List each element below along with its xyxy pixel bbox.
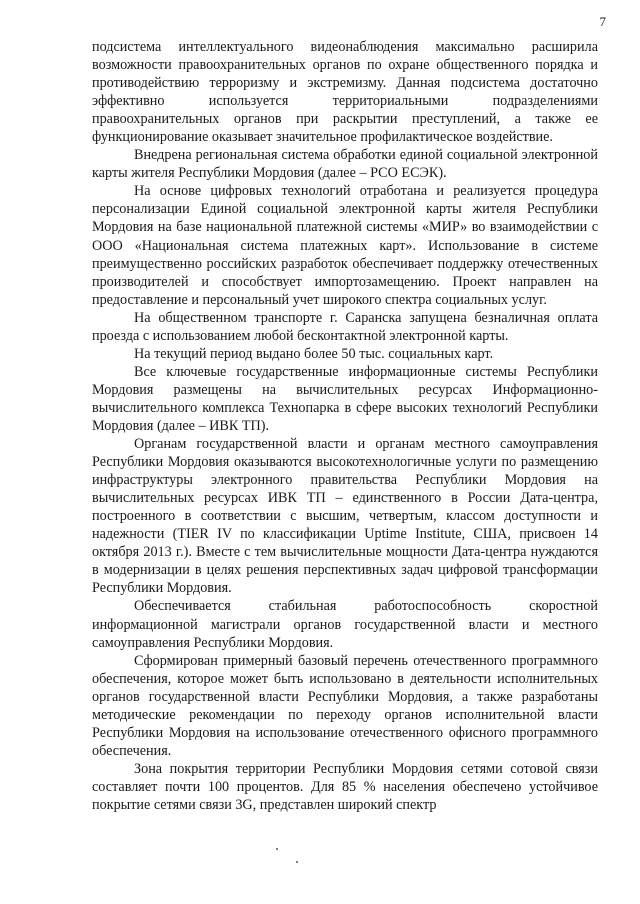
page-number: 7: [599, 14, 606, 29]
paragraph-information-systems: Все ключевые государственные информационные системы Республики Мордовия размещены на вычислительных ресурсах Информационно-вычислительного комплекса Технопарка в сфере высоких технологий Республики Мордовия (далее – ИВК ТП).: [92, 363, 598, 434]
paragraph-cards-issued: На текущий период выдано более 50 тыс. социальных карт.: [134, 345, 494, 362]
paragraph-transport-payment: На общественном транспорте г. Саранска запущена безналичная оплата проезда с использованием любой бесконтактной электронной карты.: [92, 309, 598, 344]
paragraph-card-personalization: На основе цифровых технологий отработана и реализуется процедура персонализации Единой социальной электронной карты жителя Республики Мордовия на базе национальной платежной системы «МИР» во взаимодействии с ООО «Национальная система платежных карт». Использование в системе преимущественно российских разработок обеспечивает поддержку отечественных производителей и способствует импортозамещению. Проект направлен на предоставление и персональный учет широкого спектра социальных услуг.: [92, 183, 598, 308]
paragraph-information-highway: Обеспечивается стабильная работоспособность скоростной информационной магистрали органов государственной власти и местного самоуправления Республики Мордовия.: [92, 598, 598, 651]
document-body: [92, 38, 598, 814]
scan-speck: [296, 861, 298, 863]
paragraph-data-center: Органам государственной власти и органам местного самоуправления Республики Мордовия оказываются высокотехнологичные услуги по размещению инфраструктуры электронного правительства Республики Мордовия на вычислительных ресурсах ИВК ТП – единственного в России Дата-центра, построенного в соответствии с высшим, четвертым, классом доступности и надежности (TIER IV по классификации Uptime Institute, США, присвоен 14 октября 2013 г.). Вместе с тем вычислительные мощности Дата-центра нуждаются в модернизации в целях решения перспективных задач цифровой трансформации Республики Мордовия.: [92, 436, 598, 597]
paragraph-cellular-coverage: Зона покрытия территории Республики Мордовия сетями сотовой связи составляет почти 100 процентов. Для 85 % населения обеспечено устойчивое покрытие сетями связи 3G, представлен широкий спектр: [92, 760, 598, 813]
paragraph-domestic-software: Сформирован примерный базовый перечень отечественного программного обеспечения, которое может быть использовано в деятельности исполнительных органов государственной власти Республики Мордовия, а также разработаны методические рекомендации по переходу органов исполнительной власти Республики Мордовия на использование отечественного офисного программного обеспечения.: [92, 652, 598, 759]
paragraph-video-surveillance: подсистема интеллектуального видеонаблюдения максимально расширила возможности правоохранительных органов по охране общественного порядка и противодействию терроризму и экстремизму. Данная подсистема достаточно эффективно используется территориальными подразделениями правоохранительных органов при раскрытии преступлений, а также ее функционирование оказывает значительное профилактическое воздействие.: [92, 39, 598, 146]
scan-speck: [276, 848, 278, 850]
paragraph-social-card-system: Внедрена региональная система обработки единой социальной электронной карты жителя Республики Мордовия (далее – РСО ЕСЭК).: [92, 147, 598, 182]
